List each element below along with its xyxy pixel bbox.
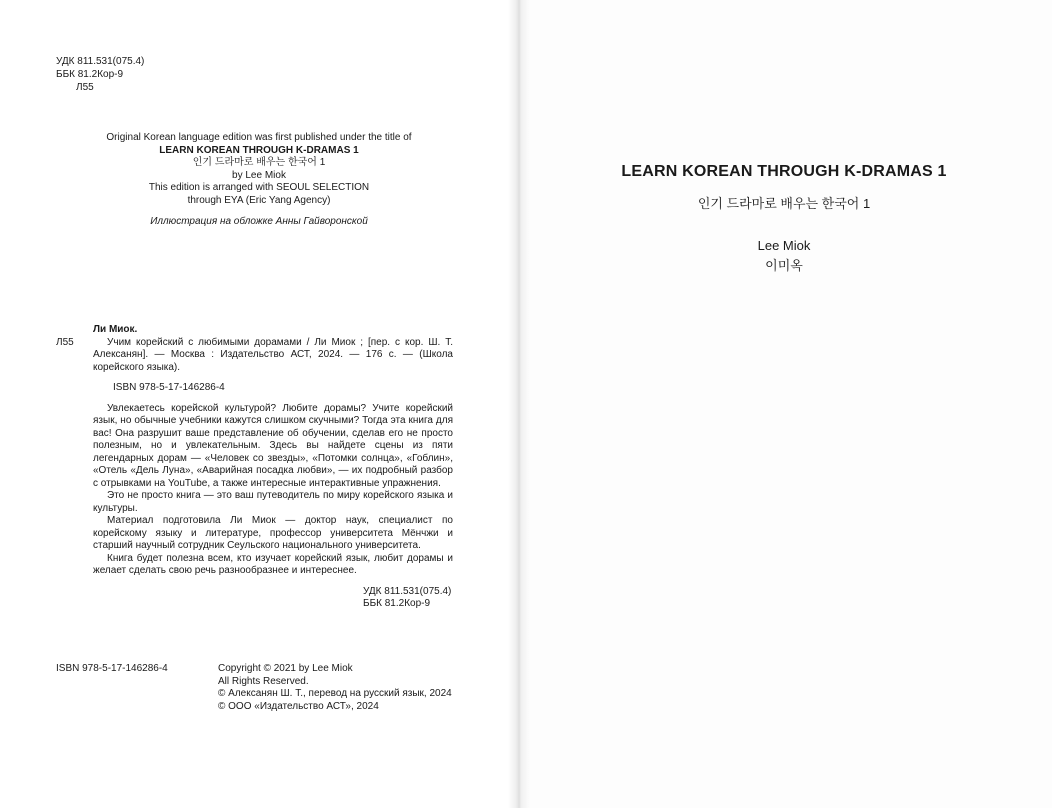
- book-gutter: [508, 0, 530, 808]
- author-name-en: Lee Miok: [757, 238, 811, 253]
- annotation-paragraph: Книга будет полезна всем, кто изучает корейский язык, любит дорамы и желает сделать свою речь разнообразнее и интереснее.: [93, 552, 453, 576]
- original-edition-line: Original Korean language edition was first published under the title of: [106, 132, 412, 143]
- arrangement-line: This edition is arranged with SEOUL SELECTION: [148, 182, 370, 193]
- left-page: [0, 0, 516, 808]
- copyright-block: [218, 663, 452, 713]
- biblio-codes: [93, 586, 453, 611]
- agency-line: through EYA (Eric Yang Agency): [187, 194, 331, 206]
- biblio-bbk: ББК 81.2Кор-9: [363, 598, 431, 609]
- author-name-ko: 이미옥: [765, 258, 803, 273]
- original-title-ko: 인기 드라마로 배우는 한국어 1: [192, 157, 326, 168]
- bibliographic-record: [93, 324, 453, 611]
- original-title-en: LEARN KOREAN THROUGH K-DRAMAS 1: [159, 144, 359, 156]
- author-mark: Л55: [76, 82, 94, 93]
- book-title-en: LEARN KOREAN THROUGH K-DRAMAS 1: [621, 163, 947, 180]
- copyright-line: All Rights Reserved.: [218, 675, 309, 687]
- annotation-paragraph: Материал подготовила Ли Миок — доктор наук, специалист по корейскому языку и литературе, профессор университета Мёнчжи и старший научный сотрудник Сеульского национального университета.: [93, 515, 453, 551]
- biblio-author: Ли Миок.: [93, 324, 138, 335]
- biblio-index: Л55: [56, 337, 74, 348]
- book-title-ko: 인기 드라마로 배우는 한국어 1: [697, 196, 871, 211]
- right-page: [516, 0, 1052, 808]
- udk-code: УДК 811.531(075.4): [56, 56, 145, 67]
- classification-block: [56, 56, 144, 95]
- annotation: [93, 403, 453, 578]
- annotation-paragraph: Это не просто книга — это ваш путеводитель по миру корейского языка и культуры.: [93, 490, 453, 514]
- biblio-record: Учим корейский с любимыми дорамами / Ли Миок ; [пер. с кор. Ш. Т. Алексанян]. — Москва : Издательство АСТ, 2024. — 176 с. — (Школа корейского языка).: [93, 336, 453, 373]
- illustration-credit: Иллюстрация на обложке Анны Гайворонской: [150, 216, 368, 227]
- copyright-line: Copyright © 2021 by Lee Miok: [218, 663, 353, 674]
- original-author: by Lee Miok: [232, 169, 286, 181]
- footer-isbn: ISBN 978-5-17-146286-4: [56, 663, 168, 674]
- biblio-isbn: ISBN 978-5-17-146286-4: [113, 382, 225, 393]
- biblio-udk: УДК 811.531(075.4): [363, 585, 452, 597]
- bbk-code: ББК 81.2Кор-9: [56, 69, 124, 80]
- copyright-line: © Алексанян Ш. Т., перевод на русский язык, 2024: [218, 688, 452, 699]
- copyright-line: © ООО «Издательство АСТ», 2024: [218, 700, 379, 712]
- annotation-paragraph: Увлекаетесь корейской культурой? Любите дорамы? Учите корейский язык, но обычные учебники кажутся слишком скучными? Тогда эта книга для вас! Она разрушит ваше представление об обучении, сделав его не просто полезным, но и увлекательным. Здесь вы найдете сцены из пяти легендарных дорам — «Человек со звезды», «Потомки солнца», «Гоблин», «Отель «Дель Луна», «Аварийная посадка любви», — их подробный разбор с отрывками на YouTube, а также интересные интерактивные упражнения.: [93, 402, 453, 489]
- original-edition-block: [84, 132, 434, 229]
